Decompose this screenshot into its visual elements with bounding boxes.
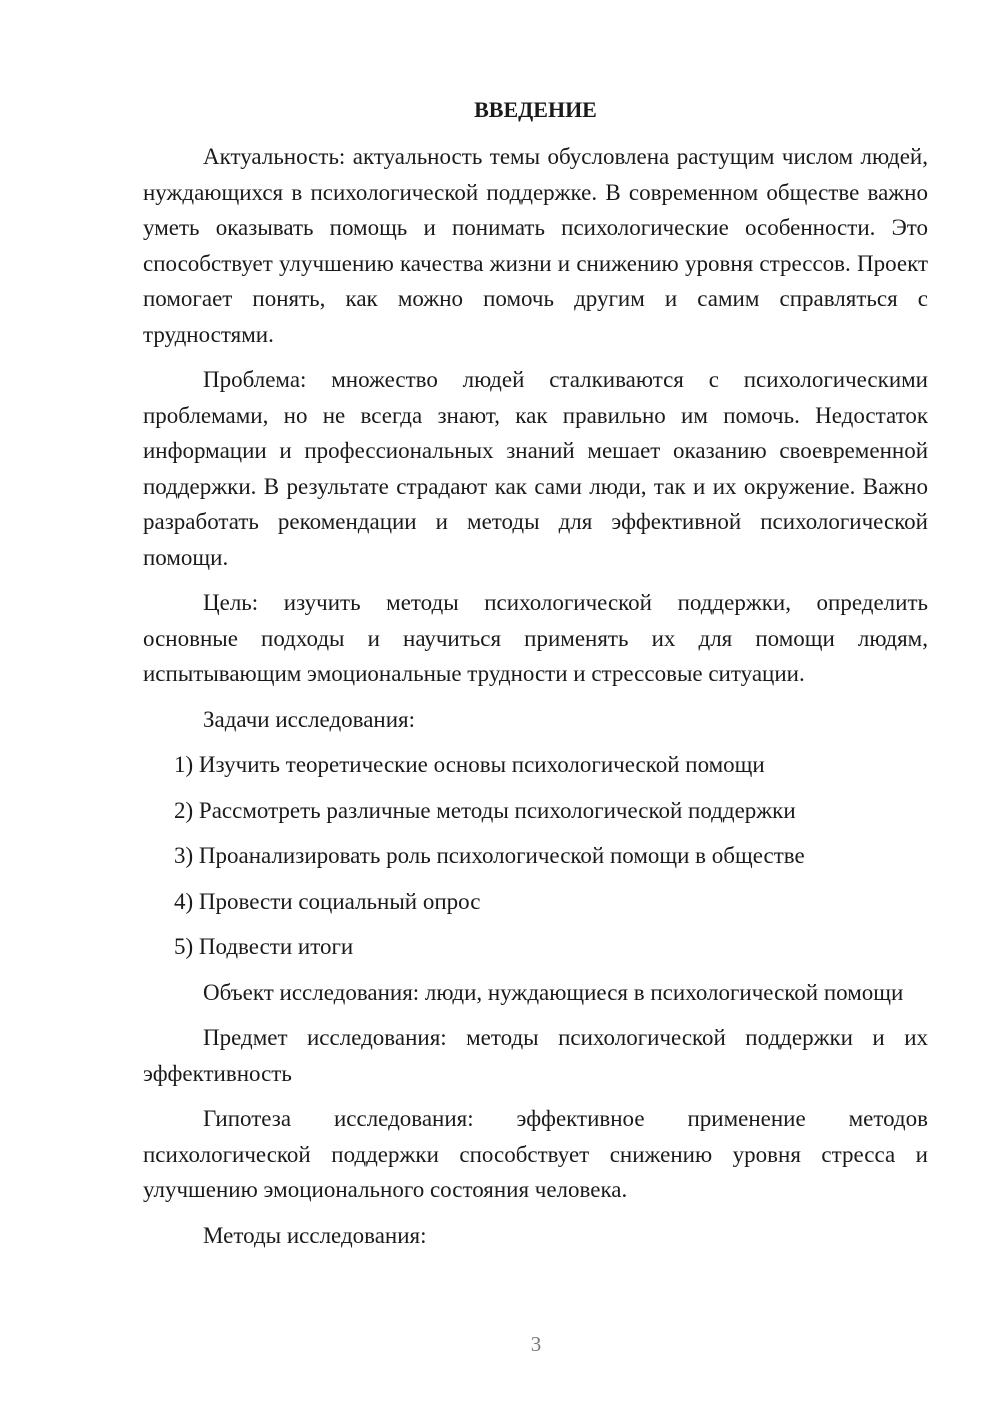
list-item: 5) Подвести итоги xyxy=(174,934,354,959)
subject-paragraph: Предмет исследования: методы психологической поддержки и их эффективность xyxy=(143,1025,928,1086)
document-page xyxy=(143,95,928,1263)
list-item: 2) Рассмотреть различные методы психологической поддержки xyxy=(174,797,796,823)
problem-paragraph: Проблема: множество людей сталкиваются с психологическими проблемами, но не всегда знают, как правильно им помочь. Недостаток информации и профессиональных знаний мешает оказанию своевременной поддержки. В результате страдают как сами люди, так и их окружение. Важно разработать рекомендации и методы для эффективной психологической помощи. xyxy=(143,367,928,570)
tasks-list xyxy=(143,747,928,965)
page-number: 3 xyxy=(530,1332,542,1356)
hypothesis-paragraph: Гипотеза исследования: эффективное применение методов психологической поддержки способствует снижению уровня стресса и улучшению эмоционального состояния человека. xyxy=(143,1106,928,1202)
methods-heading: Методы исследования: xyxy=(203,1222,427,1248)
page-title: ВВЕДЕНИЕ xyxy=(474,97,597,122)
object-paragraph: Объект исследования: люди, нуждающиеся в психологической помощи xyxy=(203,979,904,1005)
tasks-heading: Задачи исследования: xyxy=(203,706,416,732)
list-item: 4) Провести социальный опрос xyxy=(174,888,481,914)
list-item: 1) Изучить теоретические основы психологической помощи xyxy=(174,752,765,777)
list-item: 3) Проанализировать роль психологической помощи в обществе xyxy=(174,843,805,868)
goal-paragraph: Цель: изучить методы психологической поддержки, определить основные подходы и научиться применять их для помощи людям, испытывающим эмоциональные трудности и стрессовые ситуации. xyxy=(143,590,928,686)
relevance-paragraph: Актуальность: актуальность темы обусловлена растущим числом людей, нуждающихся в психологической поддержке. В современном обществе важно уметь оказывать помощь и понимать психологические особенности. Это способствует улучшению качества жизни и снижению уровня стрессов. Проект помогает понять, как можно помочь другим и самим справляться с трудностями. xyxy=(143,144,928,347)
